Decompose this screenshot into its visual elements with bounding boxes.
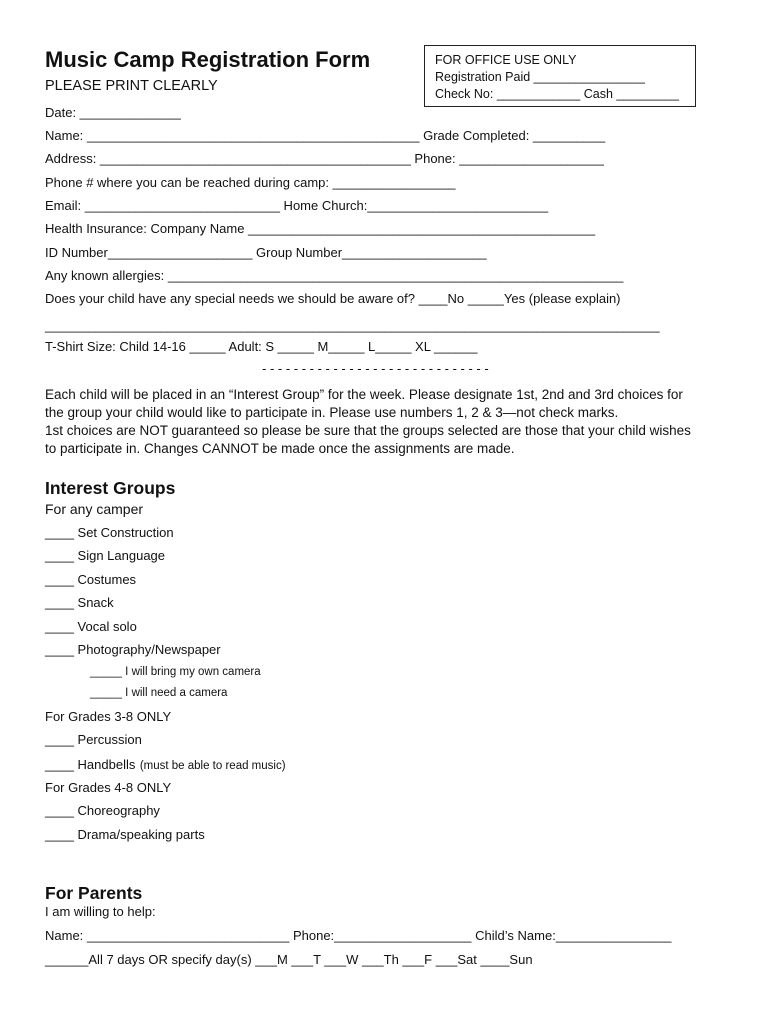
option-choreography[interactable]: ____ Choreography: [45, 803, 160, 818]
option-need-camera[interactable]: _____ I will need a camera: [90, 687, 228, 699]
option-drama[interactable]: ____ Drama/speaking parts: [45, 827, 205, 842]
form-title: Music Camp Registration Form: [45, 47, 371, 72]
dashed-divider: - - - - - - - - - - - - - - - - - - - - - - - - - - - - -: [262, 361, 489, 376]
option-costumes[interactable]: ____ Costumes: [45, 572, 137, 587]
office-heading: FOR OFFICE USE ONLY: [435, 53, 577, 67]
grades-3-8-label: For Grades 3-8 ONLY: [45, 709, 172, 724]
option-percussion[interactable]: ____ Percussion: [45, 732, 142, 747]
option-handbells[interactable]: [45, 756, 286, 774]
parent-name-field[interactable]: Name: ____________________________ Phone:___________________ Child’s Name:________________: [45, 928, 672, 943]
office-use-box: [424, 45, 696, 107]
any-camper-label: For any camper: [45, 501, 144, 517]
option-own-camera[interactable]: _____ I will bring my own camera: [90, 666, 261, 678]
handbells-note: (must be able to read music): [139, 760, 286, 772]
tshirt-size-field[interactable]: T-Shirt Size: Child 14-16 _____ Adult: S _____ M_____ L_____ XL ______: [45, 339, 478, 354]
check-cash-field[interactable]: Check No: ____________ Cash _________: [435, 87, 679, 101]
option-set-construction[interactable]: ____ Set Construction: [45, 525, 174, 540]
name-grade-field[interactable]: Name: ______________________________________________ Grade Completed: __________: [45, 128, 606, 143]
help-days-field[interactable]: ______All 7 days OR specify day(s) ___M ___T ___W ___Th ___F ___Sat ____Sun: [45, 952, 533, 967]
instructions-para-1: Each child will be placed in an “Interest Group” for the week. Please designate 1st, 2nd and 3rd choices for the group your child would like to participate in. Please use numbers 1, 2 & 3—not check marks.: [45, 387, 683, 420]
option-photography[interactable]: ____ Photography/Newspaper: [45, 642, 221, 657]
health-insurance-field[interactable]: Health Insurance: Company Name ________________________________________________: [45, 221, 596, 236]
date-field[interactable]: Date: ______________: [45, 105, 181, 120]
registration-paid-field[interactable]: Registration Paid ________________: [435, 70, 645, 84]
option-sign-language[interactable]: ____ Sign Language: [45, 548, 166, 563]
handbells-label: ____ Handbells: [45, 757, 136, 772]
address-phone-field[interactable]: Address: ___________________________________________ Phone: ____________________: [45, 151, 604, 166]
instructions: [45, 386, 705, 458]
camp-phone-field[interactable]: Phone # where you can be reached during camp: _________________: [45, 175, 456, 190]
instructions-para-2: 1st choices are NOT guaranteed so please be sure that the groups selected are those that your child wishes to participate in. Changes CANNOT be made once the assignments are made.: [45, 423, 691, 456]
grades-4-8-label: For Grades 4-8 ONLY: [45, 780, 172, 795]
for-parents-heading: For Parents: [45, 883, 143, 903]
special-needs-explain-line[interactable]: _____________________________________________________________________________________: [45, 318, 660, 333]
id-group-number-field[interactable]: ID Number____________________ Group Number____________________: [45, 245, 487, 260]
allergies-field[interactable]: Any known allergies: _______________________________________________________________: [45, 268, 624, 283]
option-vocal-solo[interactable]: ____ Vocal solo: [45, 619, 137, 634]
willing-to-help-label: I am willing to help:: [45, 904, 156, 919]
interest-groups-heading: Interest Groups: [45, 478, 176, 498]
email-church-field[interactable]: Email: ___________________________ Home Church:_________________________: [45, 198, 549, 213]
option-snack[interactable]: ____ Snack: [45, 595, 114, 610]
special-needs-field[interactable]: Does your child have any special needs we should be aware of? ____No _____Yes (please explain): [45, 291, 621, 306]
form-subtitle: PLEASE PRINT CLEARLY: [45, 78, 218, 94]
